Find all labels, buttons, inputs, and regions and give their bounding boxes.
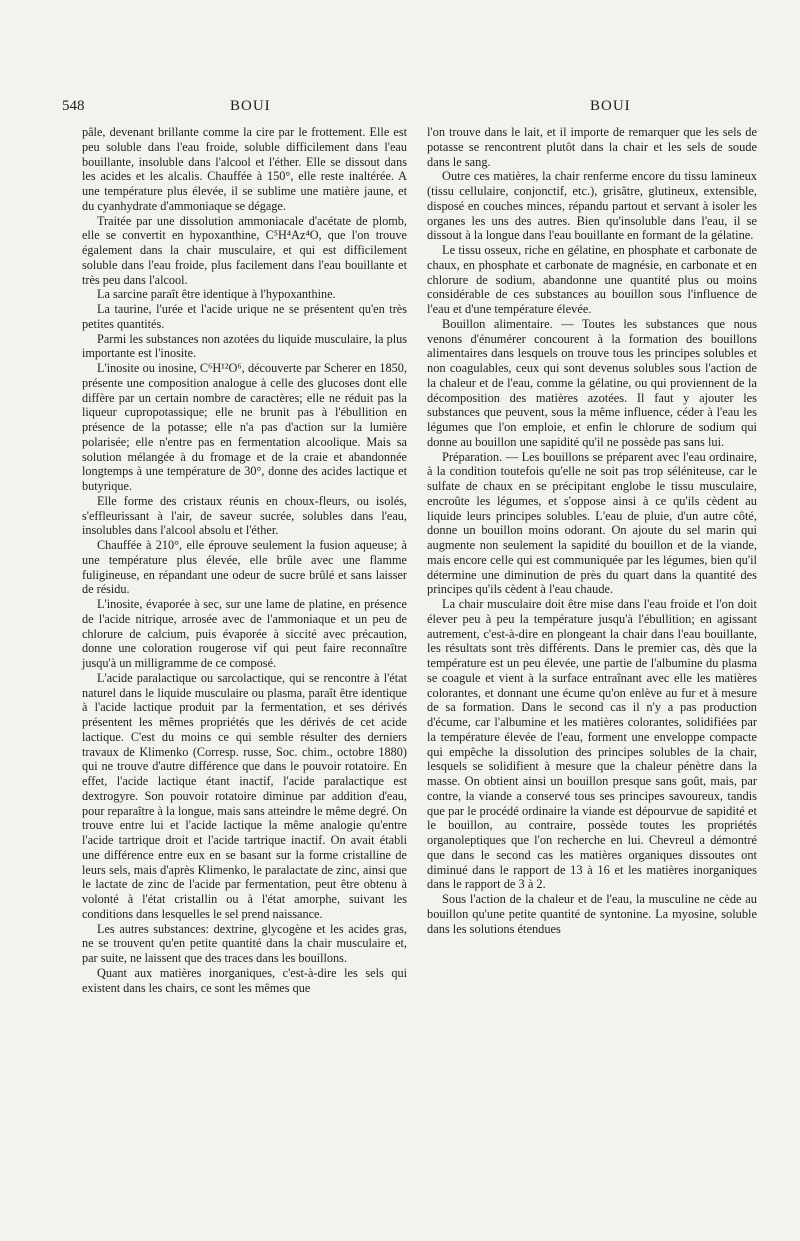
- paragraph: pâle, devenant brillante comme la cire par le frottement. Elle est peu soluble dans l'eau froide, soluble difficilement dans l'eau bouillante, insoluble dans l'alcool et l'éther. Elle se dissout dans les acides et les alcalis. Chauffée à 150°, elle reste inaltérée. A une température plus élevée, il se sublime une matière jaune, et du cyanhydrate d'ammoniaque se dégage.: [82, 125, 407, 213]
- running-title-left: BOUI: [230, 98, 271, 114]
- paragraph: La sarcine paraît être identique à l'hypoxanthine.: [97, 287, 336, 302]
- section-paragraph-preparation: Préparation. — Les bouillons se préparent avec l'eau ordinaire, à la condition toutefois qu'elle ne soit pas trop séléniteuse, car le sulfate de chaux en se précipitant englobe le tissu musculaire, encroûte les légumes, et s'oppose ainsi à ce qu'ils cèdent au liquide leurs principes solubles. L'eau de pluie, d'un autre côté, donne un bouillon moins odorant. On ajoute du sel marin qui augmente non seulement la sapidité du bouillon et de la viande, mais encore celle qui est communiquée par les légumes, bien qu'il détermine une diminution de près du quart dans la quantité des principes qu'ils cèdent à l'eau chaude.: [427, 449, 757, 597]
- running-title-right: BOUI: [590, 98, 631, 114]
- page-header: [0, 98, 800, 122]
- paragraph: L'acide paralactique ou sarcolactique, qui se rencontre à l'état naturel dans le liquide musculaire ou plasma, paraît être identique à l'acide lactique produit par la fermentation, et ses dérivés présentent les mêmes propriétés que les dérivés de cet acide lactique. C'est du moins ce qui semble résulter des derniers travaux de Klimenko (Corresp. russe, Soc. chim., octobre 1880) qui ne trouve d'autre différence que dans le pouvoir rotatoire. En effet, l'acide lactique étant inactif, l'acide paralactique est dextrogyre. Son pouvoir rotatoire diminue par addition d'eau, pour reparaître à la longue, mais sans atteindre le même degré. On trouve entre lui et l'acide lactique la même analogie qu'entre l'acide tartrique droit et l'acide tartrique inactif. On avait établi une différence entre eux en se basant sur la forme cristalline de leurs sels, mais d'après Klimenko, le paralactate de zinc, ainsi que le lactate de zinc de l'acide par fermentation, peut être obtenu à volonté à l'état cristallin ou à l'état amorphe, suivant les conditions dans lesquelles le sel prend naissance.: [82, 670, 407, 921]
- paragraph: L'inosite, évaporée à sec, sur une lame de platine, en présence de l'acide nitrique, arrosée avec de l'ammoniaque et un peu de chlorure de calcium, puis évaporée à siccité avec précaution, donne une coloration rougerose vif qui peut faire reconnaître jusqu'à un milligramme de ce composé.: [82, 597, 407, 670]
- section-paragraph-bouillon: Bouillon alimentaire. — Toutes les substances que nous venons d'énumérer concourent à la formation des bouillons alimentaires dans lesquels on trouve tous les principes solubles et non coagulables, ceux qui sont devenus solubles sous l'action de la chaleur et de l'eau, comme la gélatine, ou qui proviennent de la décomposition des matières azotées. Il faut y ajouter les substances que peuvent, sous la même influence, céder à l'eau les légumes que l'on emploie, et enfin le chlorure de sodium qui donne au bouillon une sapidité qu'il ne possède pas sans lui.: [427, 316, 757, 449]
- left-column: [82, 125, 407, 995]
- paragraph: Le tissu osseux, riche en gélatine, en phosphate et carbonate de chaux, en phosphate et carbonate de magnésie, en carbonate et en chlorure de sodium, abandonne une quantité plus ou moins considérable de ces substances au bouillon sous l'influence de l'eau et d'une température élevée.: [427, 243, 757, 316]
- paragraph: La chair musculaire doit être mise dans l'eau froide et l'on doit élever peu à peu la température jusqu'à l'ébullition; en agissant autrement, c'est-à-dire en plongeant la chair dans l'eau bouillante, les résultats sont très différents. Dans le premier cas, dès que la température est un peu élevée, une partie de l'albumine du plasma se coagule et vient à la surface entraînant avec elle les matières colorantes, et donnant une écume qu'on enlève au fur et à mesure de sa formation. Dans le second cas il n'y a pas production d'écume, car l'albumine et les matières colorantes, solidifiées par la température élevée de l'eau, forment une enveloppe compacte qui empêche la dissolution des principes solubles de la chair, lesquels se solidifient à mesure que la chaleur pénètre dans la masse. On obtient ainsi un bouillon presque sans goût, mais, par contre, la viande a conservé tous ses principes savoureux, tandis que par le procédé ordinaire la viande est dépourvue de sapidité et le bouillon, au contraire, possède toutes les propriétés organoleptiques que l'on recherche en lui. Chevreul a démontré que dans le second cas les matières organiques dissoutes ont diminué dans le rapport de 13 à 16 et les matières inorganiques dans le rapport de 3 à 2.: [427, 597, 757, 892]
- paragraph: L'inosite ou inosine, C⁶H¹²O⁶, découverte par Scherer en 1850, présente une composition analogue à celle des glucoses dont elle diffère par un certain nombre de caractères; elle ne réduit pas la liqueur cupropotassique; elle ne brunit pas à l'ébullition en présence de la potasse; elle n'a pas d'action sur la lumière polarisée; elle n'entre pas en fermentation alcoolique. Mais sa solution mélangée à du fromage et de la craie et abandonnée longtemps à une température de 30°, donne des acides lactique et butyrique.: [82, 361, 407, 493]
- paragraph: l'on trouve dans le lait, et il importe de remarquer que les sels de potasse se rencontrent plutôt dans la chair et les sels de soude dans le sang.: [427, 125, 757, 169]
- page-number: 548: [62, 98, 85, 114]
- paragraph: Les autres substances: dextrine, glycogène et les acides gras, ne se trouvent qu'en petite quantité dans la chair musculaire et, par suite, ne laissent que des traces dans les bouillons.: [82, 921, 407, 965]
- paragraph: Parmi les substances non azotées du liquide musculaire, la plus importante est l'inosite.: [82, 331, 407, 361]
- paragraph: Sous l'action de la chaleur et de l'eau, la musculine ne cède au bouillon qu'une petite quantité de syntonine. La myosine, soluble dans les solutions étendues: [427, 892, 757, 936]
- right-column: [427, 125, 757, 936]
- paragraph: Quant aux matières inorganiques, c'est-à-dire les sels qui existent dans les chairs, ce sont les mêmes que: [82, 965, 407, 995]
- paragraph: La taurine, l'urée et l'acide urique ne se présentent qu'en très petites quantités.: [82, 302, 407, 331]
- paragraph: Chauffée à 210°, elle éprouve seulement la fusion aqueuse; à une température plus élevée, elle brûle avec une flamme fuligineuse, en répandant une odeur de sucre brûlé et sans laisser de résidu.: [82, 538, 407, 597]
- paragraph: Traitée par une dissolution ammoniacale d'acétate de plomb, elle se convertit en hypoxanthine, C⁵H⁴Az⁴O, que l'on trouve également dans la chair musculaire, et qui est difficilement soluble dans l'eau froide, plus facilement dans l'eau bouillante et très peu dans l'alcool.: [82, 213, 407, 287]
- paragraph: Outre ces matières, la chair renferme encore du tissu lamineux (tissu cellulaire, conjonctif, etc.), grisâtre, glutineux, extensible, disposé en couches minces, répandu partout et servant à isoler les organes les uns des autres. Bien qu'insoluble dans l'eau, il se dissout à la longue dans l'eau bouillante en formant de la gélatine.: [427, 169, 757, 243]
- paragraph: Elle forme des cristaux réunis en choux-fleurs, ou isolés, s'effleurissant à l'air, de saveur sucrée, solubles dans l'eau, insolubles dans l'alcool absolu et l'éther.: [82, 493, 407, 538]
